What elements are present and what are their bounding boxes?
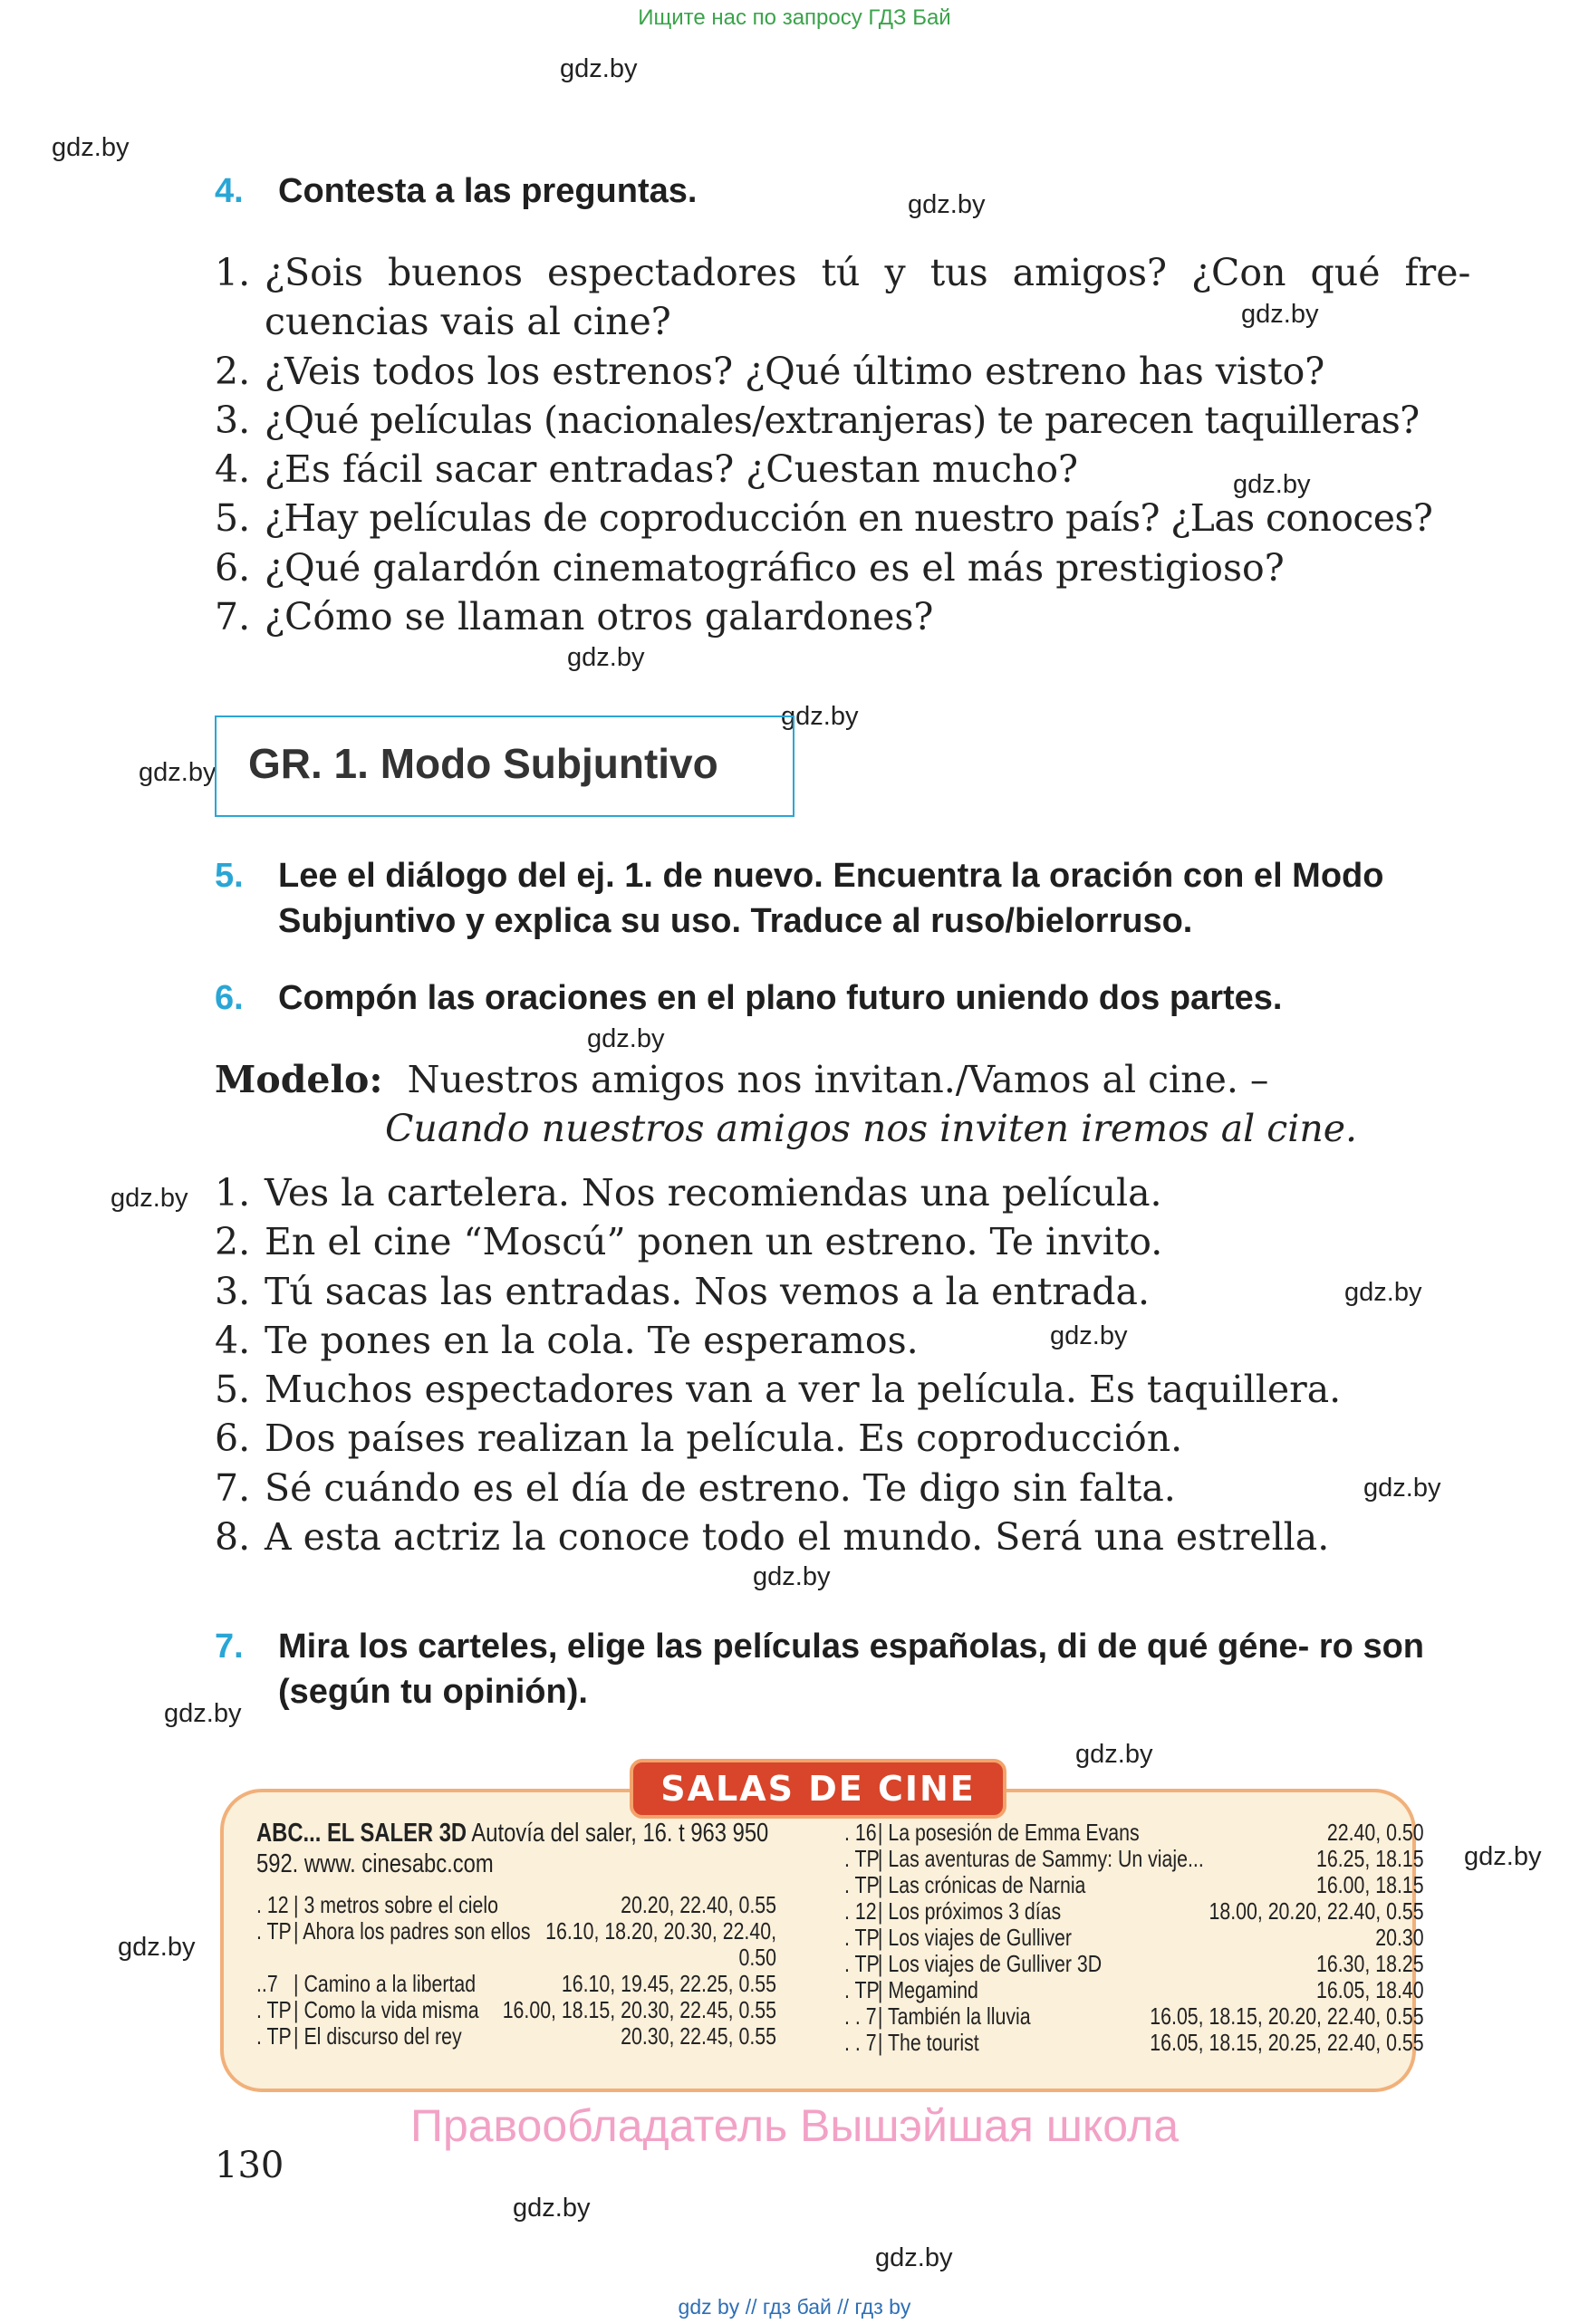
rating-code: . 12	[844, 1897, 877, 1925]
rating-code: . TP	[256, 2022, 292, 2050]
film-title: | Los viajes de Gulliver	[877, 1924, 1072, 1951]
showtimes: 16.10, 18.20, 20.30, 22.40,	[545, 1917, 776, 1945]
showtimes: 16.30, 18.25	[1316, 1950, 1424, 1977]
showtime-row	[256, 1944, 776, 1970]
list-item: 3. Tú sacas las entradas. Nos vemos a la entrada.	[215, 1269, 1151, 1313]
cinema-listing-title: SALAS DE CINE	[630, 1759, 1006, 1819]
cinema-header: ABC... EL SALER 3D Autovía del saler, 16. t 963 950	[256, 1819, 769, 1848]
watermark: gdz.by	[164, 1699, 242, 1728]
watermark: gdz.by	[753, 1562, 831, 1591]
showtimes: 16.00, 18.15, 20.30, 22.45, 0.55	[502, 1996, 776, 2023]
showtimes: 16.05, 18.15, 20.25, 22.40, 0.55	[1150, 2029, 1424, 2056]
top-banner: Ищите нас по запросу ГДЗ Бай	[638, 5, 951, 30]
exercise-title: Lee el diálogo del ej. 1. de nuevo. Encuentra la oración con el Modo Subjuntivo y explica su uso. Traduce al ruso/bielorruso.	[278, 857, 1384, 940]
film-title: | Los próximos 3 días	[877, 1897, 1062, 1925]
exercise-title: Compón las oraciones en el plano futuro uniendo dos partes.	[278, 979, 1283, 1017]
showtimes: 20.20, 22.40, 0.55	[621, 1891, 776, 1918]
watermark: gdz.by	[781, 702, 859, 731]
watermark: gdz.by	[1241, 300, 1319, 329]
cinema-website: 592. www. cinesabc.com	[256, 1849, 494, 1878]
showtime-row	[844, 1976, 1424, 2002]
grammar-box	[215, 715, 794, 817]
showtime-row	[844, 2002, 1424, 2029]
film-title: | Como la vida misma	[294, 1996, 479, 2023]
model-answer: Cuando nuestros amigos nos inviten iremos al cine.	[385, 1107, 1358, 1150]
showtimes: 18.00, 20.20, 22.40, 0.55	[1209, 1897, 1424, 1925]
rating-code: ..7	[256, 1970, 278, 1997]
page-number: 130	[215, 2145, 284, 2186]
showtime-row	[844, 1924, 1424, 1950]
film-title: | Ahora los padres son ellos	[294, 1917, 531, 1945]
exercise-number: 5.	[215, 857, 244, 895]
watermark: gdz.by	[1075, 1740, 1153, 1769]
grammar-title: GR. 1. Modo Subjuntivo	[248, 740, 718, 787]
showtime-row	[844, 1819, 1424, 1845]
showtime-row	[844, 1950, 1424, 1976]
list-item: 7. ¿Cómo se llaman otros galardones?	[215, 595, 934, 639]
rating-code: . . 7	[844, 2002, 877, 2030]
model-label: Modelo:	[215, 1058, 383, 1101]
questions-list	[215, 248, 1470, 641]
sentences-list	[215, 1168, 1341, 1561]
watermark: gdz.by	[1233, 470, 1311, 499]
watermark: gdz.by	[111, 1184, 188, 1213]
showtimes: 16.05, 18.40	[1316, 1976, 1424, 2003]
exercise-title: Mira los carteles, elige las películas españolas, di de qué géne- ro son (según tu opinión).	[278, 1628, 1425, 1711]
exercise-number: 7.	[215, 1628, 244, 1666]
rating-code: . 16	[844, 1819, 877, 1846]
rating-code: . TP	[844, 1924, 880, 1951]
film-title: | Camino a la libertad	[294, 1970, 477, 1997]
copyright-notice: Правообладатель Вышэйшая школа	[410, 2100, 1179, 2151]
watermark: gdz.by	[1464, 1842, 1542, 1871]
model-text: Nuestros amigos nos invitan./Vamos al cine. –	[407, 1058, 1269, 1101]
list-item: 6. Dos países realizan la película. Es coproducción.	[215, 1416, 1183, 1461]
watermark: gdz.by	[567, 643, 645, 672]
film-title: | Los viajes de Gulliver 3D	[877, 1950, 1103, 1977]
list-item: 8. A esta actriz la conoce todo el mundo. Será una estrella.	[215, 1515, 1330, 1560]
rating-code: . . 7	[844, 2029, 877, 2056]
rating-code: . TP	[844, 1976, 880, 2003]
watermark: gdz.by	[52, 133, 130, 162]
watermark: gdz.by	[139, 758, 217, 787]
showtime-row	[844, 1845, 1424, 1871]
showtimes: 20.30	[1375, 1924, 1424, 1951]
rating-code: . TP	[844, 1950, 880, 1977]
rating-code: . TP	[844, 1871, 880, 1898]
showtime-row	[256, 1891, 776, 1917]
showtimes: 22.40, 0.50	[1326, 1819, 1424, 1846]
showtimes: 0.50	[738, 1944, 776, 1971]
showtimes: 20.30, 22.45, 0.55	[621, 2022, 776, 2050]
film-title: | 3 metros sobre el cielo	[294, 1891, 498, 1918]
list-item: 2. ¿Veis todos los estrenos? ¿Qué último estreno has visto?	[215, 349, 1325, 393]
watermark: gdz.by	[587, 1024, 665, 1053]
showtime-row	[256, 1970, 776, 1996]
film-title: | Megamind	[877, 1976, 978, 2003]
list-item: 7. Sé cuándo es el día de estreno. Te digo sin falta.	[215, 1465, 1176, 1510]
watermark: gdz.by	[1344, 1278, 1422, 1307]
showtime-row	[844, 2029, 1424, 2055]
rating-code: . TP	[844, 1845, 880, 1872]
exercise-title: Contesta a las preguntas.	[278, 172, 698, 210]
showtime-row	[844, 1871, 1424, 1897]
film-title: | Las crónicas de Narnia	[877, 1871, 1086, 1898]
film-title: | La posesión de Emma Evans	[877, 1819, 1140, 1846]
film-title: | El discurso del rey	[294, 2022, 462, 2050]
watermark: gdz.by	[513, 2194, 591, 2223]
showtimes: 16.05, 18.15, 20.20, 22.40, 0.55	[1150, 2002, 1424, 2030]
list-item: 5. ¿Hay películas de coproducción en nuestro país? ¿Las conoces?	[215, 496, 1433, 541]
list-item: 5. Muchos espectadores van a ver la película. Es taquillera.	[215, 1368, 1342, 1412]
watermark: gdz.by	[118, 1933, 196, 1962]
film-title: | The tourist	[877, 2029, 979, 2056]
list-item: 1. Ves la cartelera. Nos recomiendas una película.	[215, 1171, 1162, 1215]
rating-code: . TP	[256, 1917, 292, 1945]
showtimes: 16.00, 18.15	[1316, 1871, 1424, 1898]
showtimes: 16.25, 18.15	[1316, 1845, 1424, 1872]
list-item: 1. ¿Sois buenos espectadores tú y tus amigos? ¿Con qué fre-	[215, 251, 1471, 294]
list-item: 6. ¿Qué galardón cinematográfico es el más prestigioso?	[215, 545, 1285, 590]
exercise-number: 6.	[215, 979, 244, 1017]
film-title: | También la lluvia	[877, 2002, 1031, 2030]
rating-code: . 12	[256, 1891, 289, 1918]
model-example	[215, 1055, 1358, 1150]
watermark: gdz.by	[875, 2243, 953, 2272]
showtime-row	[256, 1917, 776, 1944]
watermark: gdz.by	[560, 54, 638, 83]
watermark: gdz.by	[1363, 1474, 1441, 1503]
rating-code: . TP	[256, 1996, 292, 2023]
list-item: 4. ¿Es fácil sacar entradas? ¿Cuestan mucho?	[215, 447, 1079, 492]
showtime-row	[256, 2022, 776, 2049]
showtime-row	[256, 1996, 776, 2022]
list-item: 4. Te pones en la cola. Te esperamos.	[215, 1318, 919, 1362]
list-item: 3. ¿Qué películas (nacionales/extranjeras) te parecen taquilleras?	[215, 398, 1420, 442]
list-item: cuencias vais al cine?	[265, 300, 671, 344]
watermark: gdz.by	[908, 190, 986, 219]
watermark: gdz.by	[1050, 1321, 1128, 1350]
film-title: | Las aventuras de Sammy: Un viaje...	[877, 1845, 1204, 1872]
showtimes: 16.10, 19.45, 22.25, 0.55	[561, 1970, 776, 1997]
showtime-row	[844, 1897, 1424, 1924]
footer-links: gdz by // гдз бай // гдз by	[678, 2295, 911, 2319]
exercise-number: 4.	[215, 172, 244, 210]
list-item: 2. En el cine “Moscú” ponen un estreno. Te invito.	[215, 1220, 1163, 1264]
